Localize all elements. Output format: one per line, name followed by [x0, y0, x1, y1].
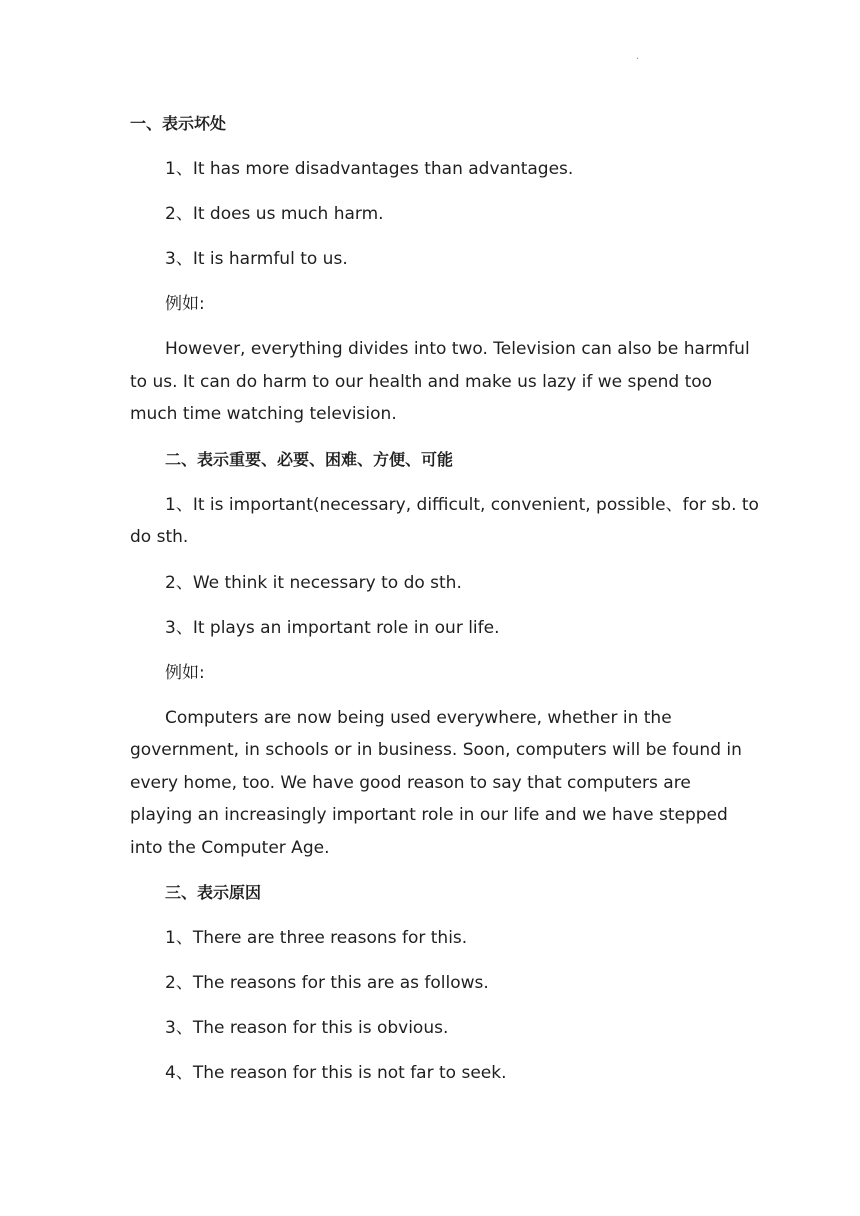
list-item: 1、It has more disadvantages than advantages.: [165, 159, 574, 179]
section-heading-importance: 二、表示重要、必要、困难、方便、可能: [165, 449, 454, 469]
example-label: 例如:: [165, 662, 205, 683]
paragraph-line: playing an increasingly important role in our life and we have stepped: [130, 805, 728, 825]
example-paragraph: [130, 702, 742, 865]
paragraph-line: However, everything divides into two. Television can also be harmful: [165, 339, 750, 359]
example-paragraph: [130, 333, 750, 431]
list-item: 2、We think it necessary to do sth.: [165, 572, 462, 593]
list-item: 1、There are three reasons for this.: [165, 928, 468, 948]
paragraph-line: do sth.: [130, 527, 189, 547]
section-heading-reasons: 三、表示原因: [165, 883, 262, 902]
paragraph-line: into the Computer Age.: [130, 837, 330, 858]
list-item: 3、It plays an important role in our life.: [165, 617, 500, 638]
corner-mark: ·: [636, 54, 640, 65]
paragraph-line: every home, too. We have good reason to say that computers are: [130, 772, 691, 793]
section-heading-disadvantages: 一、表示坏处: [130, 114, 227, 133]
paragraph-line: 1、It is important(necessary, difficult, convenient, possible、for sb. to: [165, 494, 759, 515]
list-item: 4、The reason for this is not far to seek.: [165, 1063, 507, 1083]
list-item: 3、It is harmful to us.: [165, 249, 348, 269]
list-item: 2、It does us much harm.: [165, 204, 384, 224]
example-label: 例如:: [165, 294, 205, 314]
paragraph-line: Computers are now being used everywhere, whether in the: [165, 707, 672, 728]
paragraph-line: to us. It can do harm to our health and make us lazy if we spend too: [130, 371, 713, 392]
list-item-multiline: [130, 489, 759, 554]
paragraph-line: much time watching television.: [130, 404, 397, 424]
document-body: [130, 108, 759, 1102]
list-item: 2、The reasons for this are as follows.: [165, 973, 489, 993]
list-item: 3、The reason for this is obvious.: [165, 1018, 449, 1038]
paragraph-line: government, in schools or in business. Soon, computers will be found in: [130, 740, 742, 760]
